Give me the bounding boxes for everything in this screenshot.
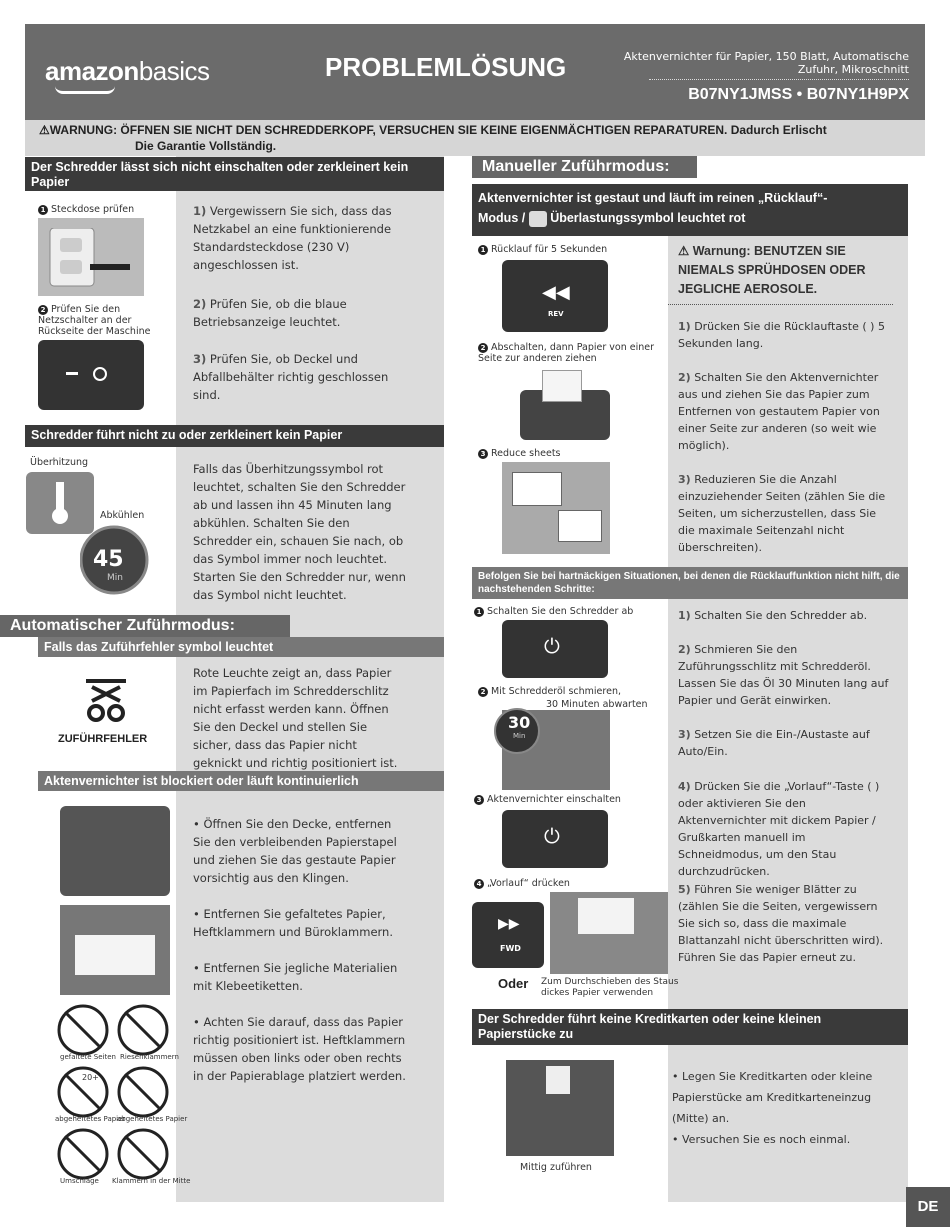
step: 1) Vergewissern Sie sich, dass das Netzkabel an eine funktionierende Standardsteckdose (230 V) angeschlossen ist. [193, 204, 392, 272]
list-item: • Entfernen Sie gefaltetes Papier, Heftklammern und Büroklammern. [193, 907, 394, 939]
list-item: • Öffnen Sie den Decke, entfernen Sie den verbleibenden Papierstapel und ziehen Sie das gestaute Papier vorsichtig aus den Klingen. [193, 817, 397, 885]
jammed-paper-image [60, 905, 170, 995]
step: 2) Prüfen Sie, ob die blaue Betriebsanzeige leuchtet. [193, 297, 347, 329]
caption: Abkühlen [100, 510, 145, 521]
step: 3) Prüfen Sie, ob Deckel und Abfallbehälter richtig geschlossen sind. [193, 352, 389, 402]
warning-icon: ⚠ [678, 244, 693, 258]
or-label: Oder [498, 976, 529, 991]
product-name: Aktenvernichter für Papier, 150 Blatt, Automatische Zufuhr, Mikroschnitt [623, 50, 909, 76]
divider [649, 79, 909, 80]
header-bar [25, 24, 925, 120]
step: 1) Schalten Sie den Schredder ab. [678, 609, 868, 622]
power-icon: ⏻ [544, 634, 560, 658]
aerosol-warning: ⚠ Warnung: BENUTZEN SIE NIEMALS SPRÜHDOSEN ODER JEGLICHE AEROSOLE. [678, 244, 866, 296]
prohibited-items-icons [55, 1002, 175, 1202]
reduce-sheets-image [502, 462, 610, 554]
step: 2) Schmieren Sie den Zuführungsschlitz mit Schredderöl. Lassen Sie das Öl 30 Minuten lang auf Papier und Gerät einwirken. [678, 643, 889, 707]
divider [668, 304, 893, 305]
section-title: Aktenvernichter ist gestaut und läuft im reinen „Rücklauf“- Modus / Überlastungssymbol leuchtet rot [472, 184, 908, 236]
overload-icon [529, 211, 547, 227]
icon-label: gefaltete Seiten [60, 1053, 116, 1061]
feed-error-label: ZUFÜHRFEHLER [58, 733, 148, 745]
step: 5) Führen Sie weniger Blätter zu (zählen Sie die Seiten, vergewissern Sie sich so, dass die maximale Blattanzahl nicht überschritten wird). Führen Sie das Papier erneut zu. [678, 883, 884, 964]
caption: Zum Durchschieben des Staus dickes Papier verwenden [541, 977, 679, 998]
sku-numbers: B07NY1JMSS • B07NY1H9PX [688, 86, 909, 103]
step: 3) Reduzieren Sie die Anzahl einzuziehender Seiten (zählen Sie die Seiten, um sicherzustellen, dass Sie die maximale Seitenzahl nicht überschreiten). [678, 473, 886, 554]
caption: 3 Aktenvernichter einschalten [474, 794, 621, 805]
caption: 2 Prüfen Sie den Netzschalter an der Rückseite der Maschine [38, 304, 151, 337]
icon-label: Umschläge [60, 1177, 99, 1185]
manual-mode-title: Manueller Zuführmodus: [472, 156, 697, 178]
caption: 4 „Vorlauf“ drücken [474, 878, 570, 889]
amazonbasics-logo: amazonbasics [45, 56, 210, 87]
power-off-image [502, 620, 608, 678]
thick-paper-image [550, 892, 668, 974]
reverse-button-image: ◀◀ REV [502, 260, 608, 332]
power-icon: ⏻ [544, 824, 560, 848]
caption: 30 Minuten abwarten [546, 699, 648, 710]
caption: 1 Schalten Sie den Schredder ab [474, 606, 633, 617]
feed-error-icon [82, 675, 132, 725]
warning-banner: ⚠WARNUNG: ÖFFNEN SIE NICHT DEN SCHREDDERKOPF, VERSUCHEN SIE KEINE EIGENMÄCHTIGEN REPARATUREN. Dadurch Erlischt Die Garantie Vollständig. [25, 120, 925, 156]
step: 4) Drücken Sie die „Vorlauf“-Taste ( ) oder aktivieren Sie den Aktenvernichter mit dickem Papier / Grußkarten manuell im Schneidmodus, um den Stau durchzudrücken. [678, 780, 880, 878]
section-title: Falls das Zuführfehler symbol leuchtet [38, 637, 444, 657]
list-item: • Entfernen Sie jegliche Materialien mit Klebeetiketten. [193, 961, 398, 993]
icon-label: abgeheftetes Papier [55, 1115, 126, 1123]
outlet-icon [48, 228, 138, 288]
caption: 2 Abschalten, dann Papier von einer Seite zur anderen ziehen [478, 342, 655, 364]
section-title: Der Schredder lässt sich nicht einschalten oder zerkleinert kein Papier [25, 157, 444, 191]
caption: Mittig zuführen [520, 1162, 592, 1173]
shredder-lid-image [60, 806, 170, 896]
auto-mode-title: Automatischer Zuführmodus: [0, 615, 290, 637]
section-title: Aktenvernichter ist blockiert oder läuft kontinuierlich [38, 771, 444, 791]
pull-paper-image [520, 390, 610, 440]
caption: 3 Reduce sheets [478, 448, 561, 459]
list-item: • Versuchen Sie es noch einmal. [672, 1133, 851, 1146]
caption: 2 Mit Schredderöl schmieren, [478, 686, 621, 697]
section-title: Der Schredder führt keine Kreditkarten oder keine kleinen Papierstücke zu [472, 1009, 908, 1045]
list-item: • Achten Sie darauf, dass das Papier richtig positioniert ist. Heftklammern müssen oben links oder oben rechts in der Papierablage platziert werden. [193, 1015, 406, 1083]
jam-bullet-list [193, 815, 408, 1103]
overheat-text: Falls das Überhitzungssymbol rot leuchtet, schalten Sie den Schredder ab und lassen ihn 45 Minuten lang abkühlen. Schalten Sie den Schredder ein, schauen Sie nach, ob das Symbol immer noch leuchtet. Starten Sie den Schredder nur, wenn das Symbol nicht leuchtet. [193, 462, 406, 602]
power-switch-image [38, 340, 144, 410]
icon-label: Klammern in der Mitte [112, 1177, 191, 1185]
section-title: Befolgen Sie bei hartnäckigen Situationen, bei denen die Rücklauffunktion nicht hilft, die nachstehenden Schritte: [472, 567, 908, 599]
section-title: Schredder führt nicht zu oder zerkleinert kein Papier [25, 425, 444, 447]
forward-button-image: ▶▶ FWD [472, 902, 544, 968]
warning-icon: ⚠ [39, 123, 50, 137]
card-feed-image [506, 1060, 614, 1156]
power-on-image [502, 810, 608, 868]
timer-value: 45 [93, 547, 124, 572]
step: 3) Setzen Sie die Ein-/Austaste auf Auto/Ein. [678, 728, 870, 758]
caption: Überhitzung [30, 457, 89, 468]
list-item: • Legen Sie Kreditkarten oder kleine Papierstücke am Kreditkarteneinzug (Mitte) an. [672, 1070, 873, 1125]
feed-error-text: Rote Leuchte zeigt an, dass Papier im Papierfach im Schredderschlitz nicht erfasst werden kann. Öffnen Sie den Deckel und stellen Sie sicher, dass das Papier nicht geknickt und richtig positioniert ist. [193, 666, 398, 770]
step: 1) Drücken Sie die Rücklauftaste ( ) 5 Sekunden lang. [678, 320, 885, 350]
timer-unit: Min [513, 732, 526, 740]
icon-label: abgeheftetes Papier [117, 1115, 188, 1123]
caption: 1 Steckdose prüfen [38, 204, 134, 215]
cards-bullet-list [672, 1066, 892, 1150]
rewind-icon: ◀◀ [542, 282, 570, 303]
step: 2) Schalten Sie den Aktenvernichter aus und ziehen Sie das Papier zum Entfernen von gestautem Papier von einer Seite zur anderen (so weit wie möglich). [678, 371, 880, 452]
timer-value: 30 [508, 713, 531, 732]
icon-label: 20+ [82, 1073, 99, 1082]
timer-unit: Min [107, 573, 123, 583]
page-title: PROBLEMLÖSUNG [325, 52, 567, 82]
icon-label: Riesenklammern [120, 1053, 179, 1061]
forward-icon: ▶▶ [498, 916, 520, 932]
caption: 1 Rücklauf für 5 Sekunden [478, 244, 607, 255]
language-tab: DE [906, 1187, 950, 1227]
